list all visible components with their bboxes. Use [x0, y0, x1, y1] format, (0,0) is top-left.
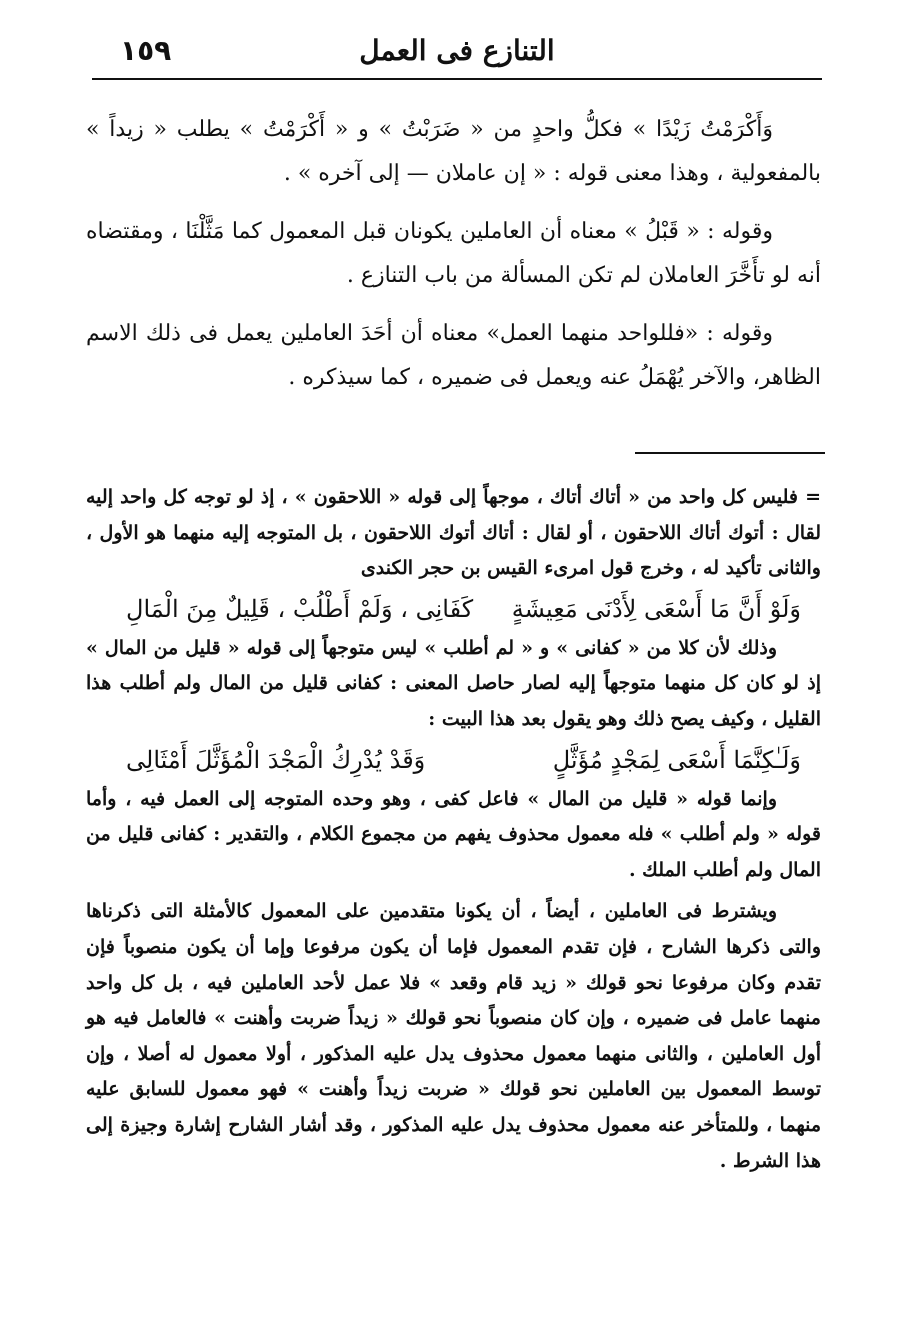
paragraph: وقوله : «فللواحد منهما العمل» معناه أن أحَدَ العاملين يعمل فى ذلك الاسم الظاهر، والآخر يُهْمَلُ عنه ويعمل فى ضميره ، كما سيذكره .	[86, 321, 821, 390]
verse-hemistich: وَلَـٰكِنَّمَا أَسْعَى لِمَجْدٍ مُؤَثَّلٍ	[552, 745, 801, 774]
paragraph: وَأَكْرَمْتُ زَيْدًا » فكلُّ واحدٍ من « ضَرَبْتُ » و « أَكْرَمْتُ » يطلب « زيداً » بالمفعولية ، وهذا معنى قوله : « إن عاملان — إلى آخره » .	[86, 117, 821, 186]
verse-line	[86, 587, 821, 631]
page-header	[92, 32, 822, 80]
main-text	[86, 108, 821, 414]
footnote-paragraph: وإنما قوله « قليل من المال » فاعل كفى ، وهو وحده المتوجه إلى العمل فيه ، وأما قوله « ولم أطلب » فله معمول محذوف يفهم من مجموع الكلام ، والتقدير : كفانى قليل من المال ولم أطلب الملك .	[86, 787, 821, 881]
running-title: التنازع فى العمل	[359, 34, 555, 67]
verse-hemistich: وَقَدْ يُدْرِكُ الْمَجْدَ الْمُؤَثَّلَ أَمْثَالِى	[126, 745, 426, 774]
footnote-paragraph: = فليس كل واحد من « أتاك أتاك ، موجهاً إلى قوله « اللاحقون » ، إذ لو توجه كل واحد إليه لقال : أتوك أتاك اللاحقون ، أو لقال : أتاك أتوك اللاحقون ، بل المتوجه إليه منهما هو الأول ، والثانى تأكيد له ، وخرج قول امرىء القيس بن حجر الكندى	[86, 486, 821, 580]
footnote-paragraph: وذلك لأن كلا من « كفانى » و « لم أطلب » ليس متوجهاً إلى قوله « قليل من المال » إذ لو كان كل منهما متوجهاً إليه لصار حاصل المعنى : كفانى قليل من المال ولم أطلب هذا القليل ، وكيف يصح ذلك وهو يقول بعد هذا البيت :	[86, 636, 821, 730]
page-number: ١٥٩	[120, 34, 172, 67]
footnote-paragraph: ويشترط فى العاملين ، أيضاً ، أن يكونا متقدمين على المعمول كالأمثلة التى ذكرناها والتى ذكرها الشارح ، فإن تقدم المعمول فإما أن يكون مرفوعا وإما أن يكون منصوباً فإن تقدم وكان مرفوعا نحو قولك « زيد قام وقعد » فلا عمل لأحد العاملين فيه ، بل كل واحد منهما عامل فى ضميره ، وإن كان منصوباً نحو قولك « زيداً ضربت وأهنت » فالعامل فيه هو أول العاملين ، والثانى منهما معمول محذوف يدل عليه المذكور ، أولا معمول له أصلا ، وإن توسط المعمول بين العاملين نحو قولك « ضربت زيداً وأهنت » فهو معمول للسابق عليه منهما ، وللمتأخر عنه معمول محذوف يدل عليه المذكور ، وقد أشار الشارح إشارة وجيزة إلى هذا الشرط .	[86, 900, 821, 1172]
verse-hemistich: وَلَوْ أَنَّ مَا أَسْعَى لِأَدْنَى مَعِيشَةٍ	[511, 594, 801, 623]
paragraph: وقوله : « قَبْلُ » معناه أن العاملين يكونان قبل المعمول كما مَثَّلْنَا ، ومقتضاه أنه لو تأَخَّرَ العاملان لم تكن المسألة من باب التنازع .	[86, 219, 821, 288]
footnote-separator	[635, 452, 825, 454]
verse-hemistich: كَفَانِى ، وَلَمْ أَطْلُبْ ، قَلِيلٌ مِنَ الْمَالِ	[126, 594, 474, 623]
footnote	[86, 480, 821, 1179]
verse-line	[86, 738, 821, 782]
